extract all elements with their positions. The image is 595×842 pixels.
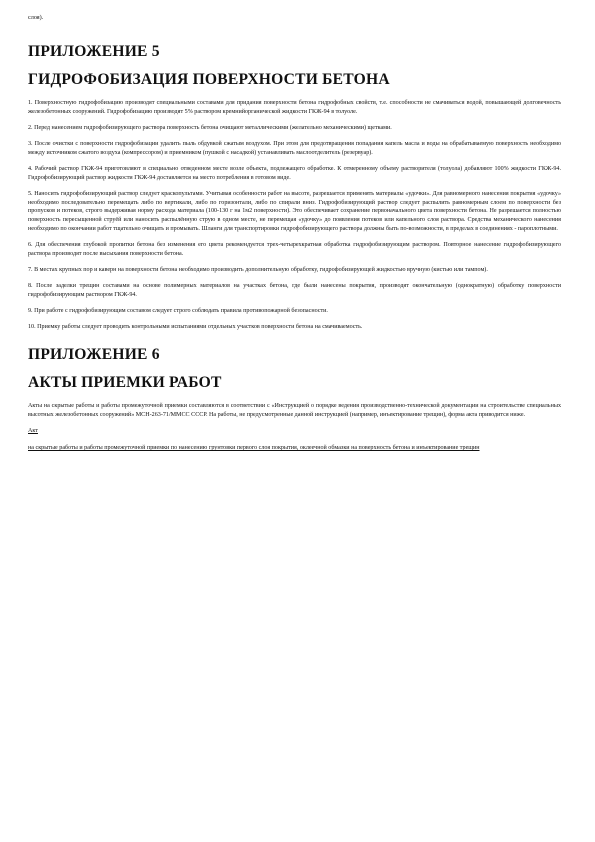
paragraph-6: 6. Для обеспечения глубокой пропитки бетона без изменения его цвета рекомендуется трех-четырехкратная обработка гидрофобизирующим раствором. Повторное нанесение гидрофобизирующего раствора производят после высыхания поверхности бетона. <box>28 241 561 257</box>
paragraph-3: 3. После очистки с поверхности гидрофобизации удалить пыль обдувкой сжатым воздухом. При этом для предотвращения попадания капель масла и воды на обрабатываемую поверхность необходимо между источником сжатого воздуха (компрессором) и приемником (пушкой с насадкой) устанавливать маслоотделитель (резервуар). <box>28 141 561 156</box>
appendix6-title: ПРИЛОЖЕНИЕ 6 <box>28 345 160 363</box>
paragraph-7: 7. В местах крупных пор и каверн на поверхности бетона необходимо производить дополнительную обработку, гидрофобизирующей жидкостью вручную (кистью или тампом). <box>28 266 488 273</box>
paragraph-1: 1. Поверхностную гидрофобизацию производят специальными составами для придания поверхности бетона гидрофобных свойств, т.е. способности не смачиваться водой, повышающей долговечность железобетонных сооружений. Гидрофобизацию производят 5% раствором кремнийорганической жидкости ГКЖ-94 в толуоле. <box>28 100 561 115</box>
appendix5-title: ПРИЛОЖЕНИЕ 5 <box>28 43 160 60</box>
paragraph-10: 10. Приемку работы следует проводить контрольными испытаниями отдельных участков поверхности бетона на смачиваемость. <box>28 324 363 331</box>
akt-label: Акт <box>28 427 38 434</box>
appendix5-subtitle: ГИДРОФОБИЗАЦИЯ ПОВЕРХНОСТИ БЕТОНА <box>28 71 390 88</box>
paragraph-4: 4. Рабочий раствор ГКЖ-94 приготовляют в специально отведенном месте возле объекта, подлежащего обработке. К отмеренному объему растворителя (толуола) добавляют 100% жидкости ГКЖ-94. Гидрофобизирующий раствор жидкости ГКЖ-94 доставляется на место потребления в готовом виде. <box>28 166 561 181</box>
paragraph-9: 9. При работе с гидрофобизирующим составом следует строго соблюдать правила противопожарной безопасности. <box>28 307 328 314</box>
paragraph-8: 8. После заделки трещин составами на основе полимерных материалов на участках бетона, где были нанесены покрытия, производят окончательную (однократную) обработку поверхности гидрофобизирующим раствором ГКЖ-94. <box>28 283 561 298</box>
akt-description: на скрытые работы и работы промежуточной приемки по нанесению грунтовки первого слоя покрытия, оклеечной обмазки на поверхность бетона и инъектирование трещин <box>28 445 480 452</box>
paragraph-2: 2. Перед нанесением гидрофобизирующего раствора поверхность бетона очищают металлическими (желательно механическими) щетками. <box>28 124 392 131</box>
appendix6-paragraph: Акты на скрытые работы и работы промежуточной приемки составляются в соответствии с «Инструкцией о порядке ведения производственно-технической документации на строительстве специальных высотных железобетонных сооружений» МСН-263-71/ММСС СССР. На работы, не предусмотренные данной инструкцией (например, инъектирование трещин), форма акта приводится ниже. <box>28 402 561 418</box>
paragraph-5: 5. Наносить гидрофобизирующий раствор следует краскопультами. Учитывая особенности работ на высоте, разрешается применять материалы «удочки». Для равномерного нанесения покрытия «удочку» необходимо последовательно перемещать либо по вертикали, либо по горизонтали, либо по спирали вниз. Гидрофобизирующий раствор следует распылить равномерным слоем по поверхности без пропусков и потеков, строго выдерживая норму расхода материала (100-130 г на 1м2 поверхности). Это обеспечивает сохранение первоначального цвета поверхности бетона. Не разрешается полностью поверхность пересыщенной струёй или наносить распылённую струю в одном месте, не перемещая «удочку» до появления потеков или капельного слоя раствора. Средства механического нанесения необходимо по окончании работ тщательно очищать и промывать. Шланги для транспортировки гидрофобизирующего раствора должны быть по-возможности, в пределах в соединениях - пароплотными. <box>28 190 561 232</box>
appendix6-subtitle: АКТЫ ПРИЕМКИ РАБОТ <box>28 373 222 391</box>
continuation-text: слоя). <box>28 14 44 21</box>
